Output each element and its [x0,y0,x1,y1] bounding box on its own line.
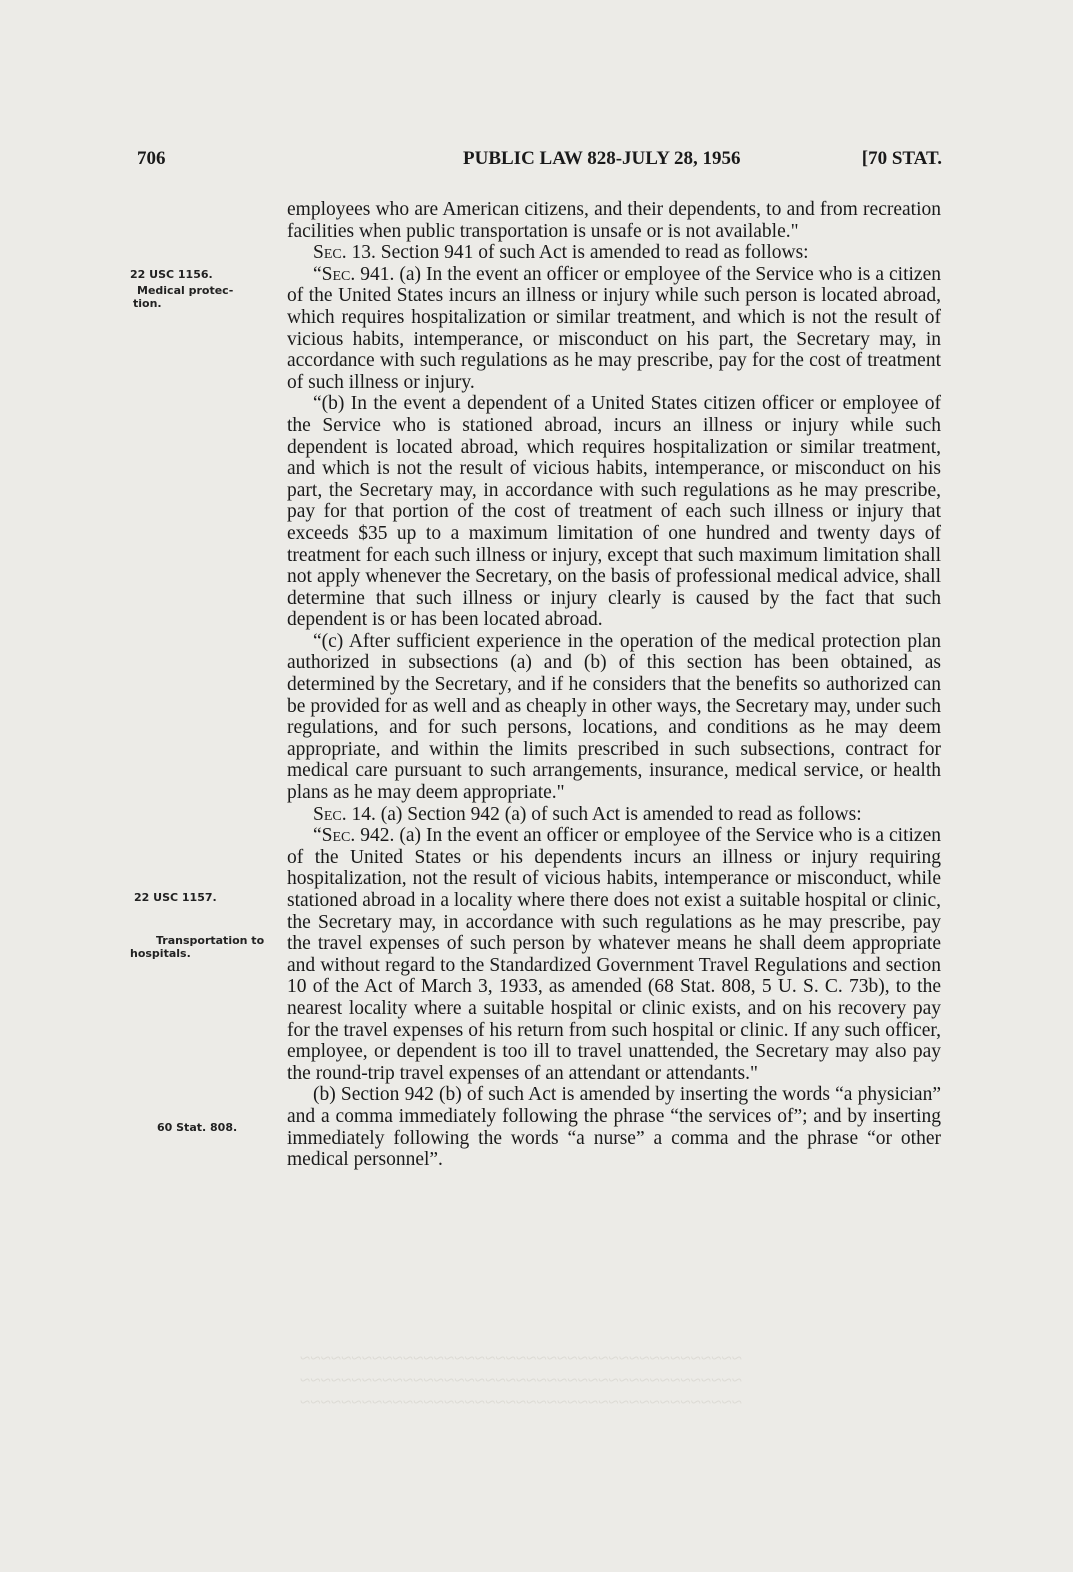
paragraph-sec-941-c: “(c) After sufficient experience in the operation of the medical protection plan authorized in subsections (a) and (b) of this section has been obtained, as determined by the Secretary, and if he considers that the benefits so authorized can be provided for as well and as cheaply in other ways, the Secretary may, under such regulations, and for such persons, locations, and conditions as he may deem appropriate, and within the limits prescribed in such subsections, contract for medical care pursuant to such arrangements, insurance, medical service, or health plans as he may deem appropriate." [287,630,941,804]
show-through-text: ~~~~~~~~~~~~~~~~~~~~~~~~~~~~~~~~~~~~~~~~~~~ [300,1348,743,1369]
paragraph: employees who are American citizens, and their dependents, to and from recreation facilities when public transportation is unsafe or is not available." [287,199,941,242]
margin-note-usc-1156: 22 USC 1156. [130,268,213,281]
paragraph-sec-14: Sec. 14. (a) Section 942 (a) of such Act is amended to read as follows: [313,803,862,825]
margin-note-medical-protection: Medical protec- tion. [133,284,234,310]
show-through-text: ~~~~~~~~~~~~~~~~~~~~~~~~~~~~~~~~~~~~~~~~~~~ [300,1370,743,1391]
paragraph-sec-13: Sec. 13. Section 941 of such Act is amended to read as follows: [313,242,809,264]
paragraph-sec-942-a: “Sec. 942. (a) In the event an officer or employee of the Service who is a citizen of the United States or his dependents incurs an illness or injury requiring hospitalization, not the result of vicious habits, intemperance or misconduct, while stationed abroad in a locality where there does not exist a suitable hospital or clinic, the Secretary may, in accordance with such regulations as he may prescribe, pay the travel expenses of such person by whatever means he shall deem appropriate and without regard to the Standardized Government Travel Regulations and section 10 of the Act of March 3, 1933, as amended (68 Stat. 808, 5 U. S. C. 73b), to the nearest locality where a suitable hospital or clinic exists, and on his recovery pay for the travel expenses of his return from such hospital or clinic. If any such officer, employee, or dependent is too ill to travel unattended, the Secretary may also pay the round-trip travel expenses of an attendant or attendants." [287,825,941,1084]
body-text [287,199,941,1171]
paragraph-sec-941-a: “Sec. 941. (a) In the event an officer or employee of the Service who is a citizen of the United States incurs an illness or injury while such person is located abroad, which requires hospitalization or similar treatment, and which is not the result of vicious habits, intemperance, or misconduct on his part, the Secretary may, in accordance with such regulations as he may prescribe, pay for the cost of treatment of such illness or injury. [287,263,941,393]
show-through-text: ~~~~~~~~~~~~~~~~~~~~~~~~~~~~~~~~~~~~~~~~~~~ [300,1392,743,1413]
margin-note-transportation: Transportation to hospitals. [130,934,265,960]
page-number: 706 [137,148,166,169]
margin-note-usc-1157: 22 USC 1157. [134,891,217,904]
margin-note-60-stat-808: 60 Stat. 808. [157,1121,238,1134]
paragraph-sec-941-b: “(b) In the event a dependent of a United States citizen officer or employee of the Service who is stationed abroad, incurs an illness or injury while such dependent is located abroad, which requires hospitalization or similar treatment, and which is not the result of vicious habits, intemperance, or misconduct on his part, the Secretary may, in accordance with such regulations as he may prescribe, pay for that portion of the cost of treatment of each such illness or injury that exceeds $35 up to a maximum limitation of one hundred and twenty days of treatment for each such illness or injury, except that such maximum limitation shall not apply whenever the Secretary, on the basis of professional medical advice, shall determine that such illness or injury clearly is caused by the fact that such dependent is or has been located abroad. [287,393,941,631]
paragraph-sec-942-b: (b) Section 942 (b) of such Act is amended by inserting the words “a physician” and a comma immediately following the phrase “the services of”; and by inserting immediately following the words “a nurse” a comma and the phrase “or other medical personnel”. [287,1084,941,1171]
statute-volume: [70 STAT. [861,148,942,169]
running-header [137,148,942,178]
header-title: PUBLIC LAW 828-JULY 28, 1956 [463,148,741,169]
